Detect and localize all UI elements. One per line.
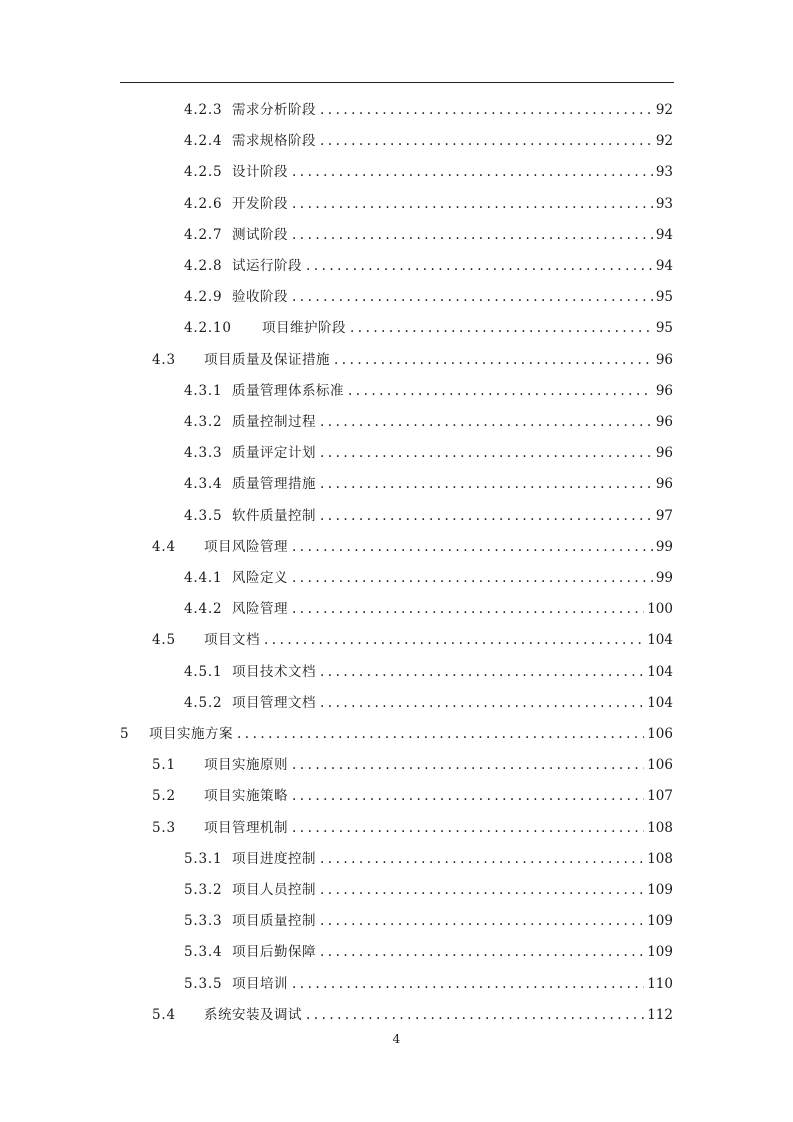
toc-entry[interactable] [184, 969, 673, 1000]
toc-entry-number: 4.2.9 [184, 289, 223, 306]
toc-dot-leader [320, 95, 653, 126]
toc-dot-leader [292, 594, 644, 625]
toc-entry-page: 94 [655, 258, 673, 274]
toc-entry-page: 110 [647, 975, 673, 992]
toc-entry[interactable] [184, 220, 673, 251]
toc-entry[interactable] [120, 719, 673, 750]
toc-entry-page: 92 [655, 133, 673, 150]
toc-entry-number: 4.2.8 [184, 258, 223, 274]
toc-entry-page: 96 [655, 382, 673, 399]
toc-entry-number: 4.5.1 [184, 663, 223, 680]
toc-entry-page: 104 [647, 663, 673, 680]
toc-entry-number: 4.3.1 [184, 382, 223, 399]
toc-entry[interactable] [184, 189, 673, 220]
toc-entry-page: 104 [647, 694, 673, 711]
toc-dot-leader [292, 189, 653, 220]
toc-entry[interactable] [184, 313, 673, 344]
toc-entry[interactable] [184, 563, 673, 594]
toc-entry-title: 项目技术文档 [232, 663, 316, 680]
toc-entry-number: 5.3.2 [184, 882, 223, 898]
toc-dot-leader [320, 906, 644, 937]
toc-dot-leader [306, 251, 653, 282]
toc-entry[interactable] [184, 157, 673, 188]
toc-entry[interactable] [184, 376, 673, 407]
toc-entry-title: 项目风险管理 [204, 538, 288, 555]
toc-entry-title: 试运行阶段 [232, 258, 302, 274]
toc-entry-page: 96 [655, 445, 673, 462]
toc-entry-page: 109 [647, 913, 673, 930]
toc-dot-leader [334, 345, 653, 376]
toc-entry-title: 项目实施方案 [149, 726, 233, 742]
toc-entry-number: 5.3.4 [184, 944, 223, 961]
toc-entry-page: 109 [647, 882, 673, 898]
toc-entry-page: 112 [647, 1006, 673, 1023]
toc-entry-number: 5.3.3 [184, 913, 223, 930]
toc-dot-leader [292, 781, 644, 812]
toc-entry-title: 项目人员控制 [232, 882, 316, 898]
toc-entry-number: 5.1 [152, 757, 176, 774]
toc-dot-leader [320, 937, 644, 968]
toc-entry-title: 项目管理机制 [204, 819, 288, 836]
toc-dot-leader [350, 313, 653, 344]
toc-entry-page: 107 [647, 788, 673, 805]
toc-entry-page: 106 [647, 726, 673, 742]
toc-entry-page: 96 [655, 476, 673, 493]
toc-dot-leader [348, 376, 653, 407]
toc-entry-title: 验收阶段 [232, 289, 288, 306]
toc-entry-number: 4.5.2 [184, 694, 223, 711]
toc-entry[interactable] [184, 844, 673, 875]
toc-entry-number: 4.2.5 [184, 164, 223, 181]
toc-entry-title: 测试阶段 [232, 226, 288, 243]
toc-entry-page: 96 [655, 414, 673, 430]
toc-entry-number: 4.2.3 [184, 102, 223, 118]
toc-entry-title: 开发阶段 [232, 195, 288, 212]
toc-entry-page: 95 [655, 320, 673, 337]
toc-dot-leader [292, 969, 644, 1000]
toc-entry-page: 96 [655, 351, 673, 368]
toc-entry[interactable] [152, 1000, 673, 1031]
toc-entry[interactable] [152, 625, 673, 656]
toc-entry-number: 4.3 [152, 351, 176, 368]
toc-entry[interactable] [152, 345, 673, 376]
toc-dot-leader [292, 750, 644, 781]
toc-entry-title: 系统安装及调试 [204, 1006, 302, 1023]
toc-dot-leader [320, 688, 644, 719]
toc-dot-leader [292, 220, 653, 251]
toc-dot-leader [292, 563, 653, 594]
toc-entry-page: 100 [647, 601, 673, 618]
toc-entry-title: 项目质量控制 [232, 913, 316, 930]
toc-entry-number: 4.4 [152, 538, 176, 555]
toc-entry[interactable] [152, 781, 673, 812]
toc-entry-title: 项目后勤保障 [232, 944, 316, 961]
toc-dot-leader [292, 157, 653, 188]
toc-entry-number: 4.4.1 [184, 570, 223, 586]
toc-entry-page: 106 [647, 757, 673, 774]
toc-entry-title: 风险定义 [232, 570, 288, 586]
toc-entry-page: 93 [655, 164, 673, 181]
toc-entry[interactable] [184, 438, 673, 469]
toc-entry[interactable] [184, 657, 673, 688]
toc-entry[interactable] [184, 875, 673, 906]
toc-entry-title: 项目实施原则 [204, 757, 288, 774]
toc-dot-leader [320, 501, 653, 532]
toc-entry[interactable] [152, 813, 673, 844]
toc-entry-number: 5.2 [152, 788, 176, 805]
toc-entry[interactable] [184, 95, 673, 126]
toc-dot-leader [320, 438, 653, 469]
toc-dot-leader [292, 813, 644, 844]
toc-entry-page: 94 [655, 226, 673, 243]
toc-entry-number: 5.4 [152, 1006, 176, 1023]
toc-entry-page: 93 [655, 195, 673, 212]
toc-entry-page: 97 [655, 507, 673, 524]
toc-entry-title: 需求分析阶段 [232, 102, 316, 118]
toc-dot-leader [320, 844, 644, 875]
toc-entry-number: 4.3.2 [184, 414, 223, 430]
toc-entry-title: 质量管理措施 [232, 476, 316, 493]
toc-entry-number: 4.4.2 [184, 601, 223, 618]
toc-entry-number: 4.2.10 [184, 320, 232, 337]
toc-entry[interactable] [184, 469, 673, 500]
toc-entry-number: 5.3 [152, 819, 176, 836]
toc-entry[interactable] [184, 937, 673, 968]
toc-entry-title: 项目维护阶段 [262, 320, 346, 337]
toc-entry-page: 99 [655, 538, 673, 555]
toc-entry[interactable] [152, 750, 673, 781]
toc-dot-leader [320, 657, 644, 688]
toc-dot-leader [306, 1000, 644, 1031]
toc-entry[interactable] [184, 251, 673, 282]
toc-entry-number: 5 [120, 726, 130, 742]
toc-entry[interactable] [152, 532, 673, 563]
toc-entry-page: 92 [655, 102, 673, 118]
page-number: 4 [392, 1032, 401, 1046]
toc-entry-number: 4.2.6 [184, 195, 223, 212]
toc-entry[interactable] [184, 407, 673, 438]
toc-entry-page: 109 [647, 944, 673, 961]
toc-entry-title: 需求规格阶段 [232, 133, 316, 150]
header-rule [120, 82, 674, 83]
toc-entry[interactable] [184, 501, 673, 532]
toc-entry-number: 4.2.4 [184, 133, 223, 150]
toc-dot-leader [237, 719, 644, 750]
toc-entry-title: 项目管理文档 [232, 694, 316, 711]
toc-entry-title: 设计阶段 [232, 164, 288, 181]
toc-entry-title: 质量控制过程 [232, 414, 316, 430]
toc-entry[interactable] [184, 906, 673, 937]
toc-entry-number: 4.5 [152, 632, 176, 649]
toc-entry-number: 4.3.3 [184, 445, 223, 462]
toc-entry-title: 项目培训 [232, 975, 288, 992]
toc-dot-leader [264, 625, 644, 656]
toc-entry-page: 99 [655, 570, 673, 586]
toc-dot-leader [292, 532, 653, 563]
toc-dot-leader [320, 407, 653, 438]
toc-entry[interactable] [184, 594, 673, 625]
toc-entry-title: 风险管理 [232, 601, 288, 618]
toc-entry-number: 4.2.7 [184, 226, 223, 243]
toc-entry-title: 软件质量控制 [232, 507, 316, 524]
toc-entry-title: 项目质量及保证措施 [204, 351, 330, 368]
toc-entry-page: 108 [647, 850, 673, 867]
toc-entry-number: 5.3.1 [184, 850, 223, 867]
toc-entry-title: 项目实施策略 [204, 788, 288, 805]
toc-dot-leader [320, 126, 653, 157]
toc-dot-leader [320, 875, 644, 906]
toc-entry-page: 95 [655, 289, 673, 306]
toc-entry[interactable] [184, 688, 673, 719]
toc-entry-page: 108 [647, 819, 673, 836]
toc-entry-page: 104 [647, 632, 673, 649]
toc-entry-number: 4.3.5 [184, 507, 223, 524]
toc-entry-title: 质量评定计划 [232, 445, 316, 462]
toc-entry-title: 质量管理体系标准 [232, 382, 344, 399]
toc-entry[interactable] [184, 126, 673, 157]
toc-entry-title: 项目文档 [204, 632, 260, 649]
toc-entry-number: 5.3.5 [184, 975, 223, 992]
toc-entry[interactable] [184, 282, 673, 313]
toc-entry-title: 项目进度控制 [232, 850, 316, 867]
toc-dot-leader [320, 469, 653, 500]
toc-entry-number: 4.3.4 [184, 476, 223, 493]
toc-dot-leader [292, 282, 653, 313]
